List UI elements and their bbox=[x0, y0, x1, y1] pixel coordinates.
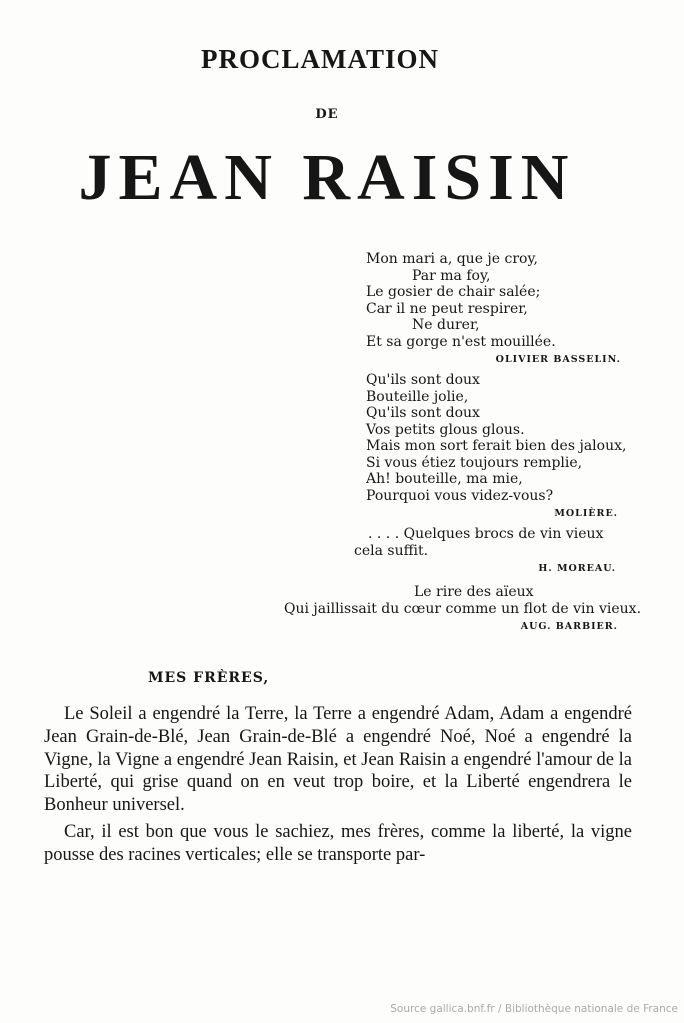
epigraph-line: Mon mari a, que je croy, bbox=[366, 251, 538, 267]
epigraph-attribution: AUG. BARBIER. bbox=[520, 621, 618, 632]
epigraph-line: Vos petits glous glous. bbox=[366, 421, 525, 438]
epigraph-line: . . . . Quelques brocs de vin vieux bbox=[368, 526, 604, 542]
title-de: DE bbox=[315, 107, 339, 122]
epigraph-line: Qu'ils sont doux bbox=[366, 405, 480, 421]
title-jean-raisin: JEAN RAISIN bbox=[78, 141, 576, 214]
epigraph-line: Ah! bouteille, ma mie, bbox=[366, 471, 523, 487]
epigraph-line: Si vous étiez toujours remplie, bbox=[366, 454, 583, 471]
epigraph-line: Car il ne peut respirer, bbox=[366, 300, 528, 317]
epigraph-attribution: MOLIÈRE. bbox=[554, 508, 618, 519]
paragraph: Le Soleil a engendré la Terre, la Terre a engendré Adam, Adam a engendré Jean Grain-de-Blé, Jean Grain-de-Blé a engendré Noé, Noé a engendré la Vigne, la Vigne a engendré Jean Raisin, et Jean Raisin a engendré l'amour de la Liberté, qui grise quand on en veut trop boire, et la Liberté engendrera le Bonheur universel. bbox=[44, 704, 632, 816]
epigraph-line: cela suffit. bbox=[354, 542, 429, 559]
epigraph-barbier bbox=[284, 584, 642, 636]
epigraph-line: Et sa gorge n'est mouillée. bbox=[366, 333, 556, 350]
epigraph-attribution: H. MOREAU. bbox=[538, 563, 616, 574]
epigraph-moreau bbox=[354, 526, 616, 578]
body-text bbox=[44, 703, 632, 867]
epigraph-line: Pourquoi vous videz-vous? bbox=[366, 487, 554, 504]
epigraph-line: Ne durer, bbox=[412, 317, 480, 333]
salutation: MES FRÈRES, bbox=[148, 670, 270, 686]
epigraph-moliere bbox=[366, 372, 627, 523]
source-credit: Source gallica.bnf.fr / Bibliothèque nationale de France bbox=[390, 1003, 678, 1015]
epigraph-line: Bouteille jolie, bbox=[366, 388, 469, 405]
epigraph-attribution: OLIVIER BASSELIN. bbox=[495, 354, 621, 365]
epigraph-line: Qui jaillissait du cœur comme un flot de vin vieux. bbox=[284, 600, 642, 617]
epigraph-line: Mais mon sort ferait bien des jaloux, bbox=[366, 438, 627, 454]
epigraph-line: Le gosier de chair salée; bbox=[366, 284, 541, 300]
paragraph: Car, il est bon que vous le sachiez, mes frères, comme la liberté, la vigne pousse des racines verticales; elle se transporte par- bbox=[44, 821, 632, 865]
title-proclamation: PROCLAMATION bbox=[201, 44, 439, 74]
epigraph-basselin bbox=[366, 251, 621, 369]
epigraph-line: Qu'ils sont doux bbox=[366, 372, 480, 388]
epigraph-line: Par ma foy, bbox=[412, 267, 491, 284]
epigraph-line: Le rire des aïeux bbox=[414, 584, 534, 600]
